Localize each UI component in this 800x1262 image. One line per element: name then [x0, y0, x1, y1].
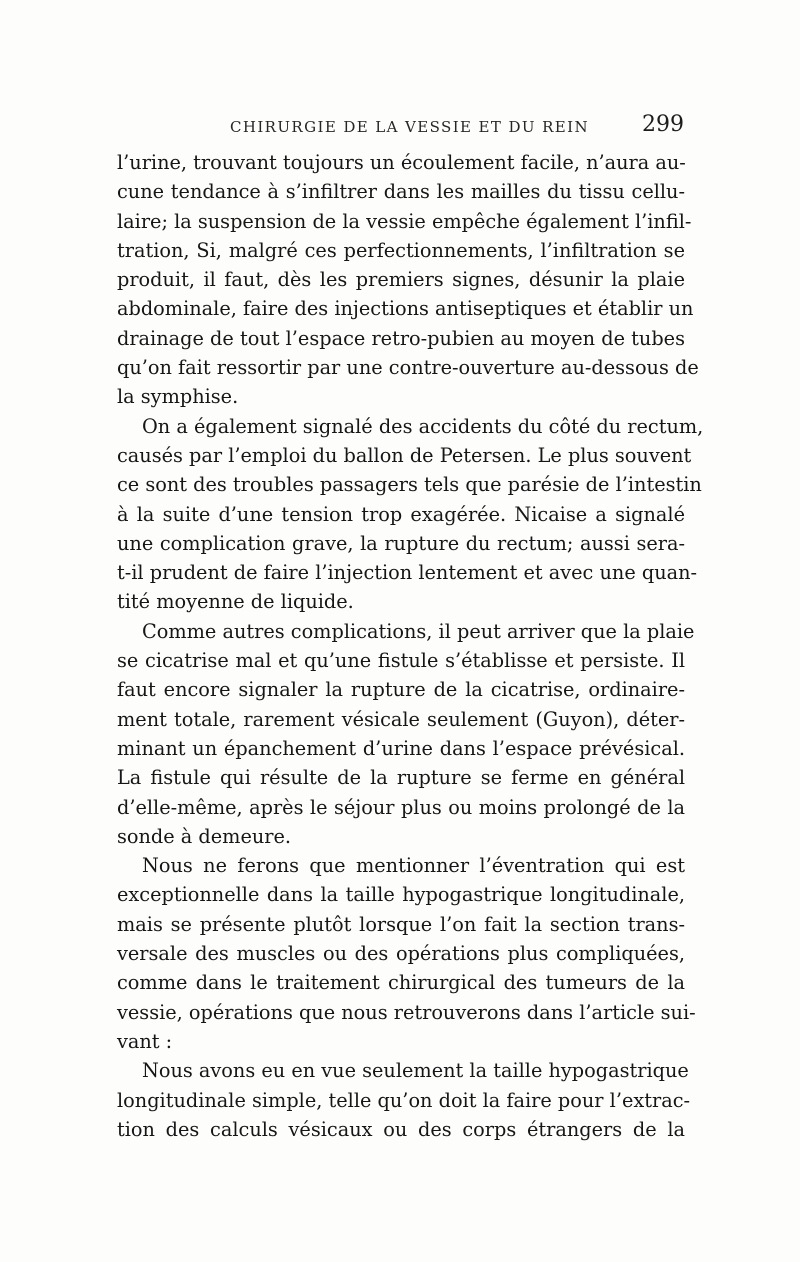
text-line: se cicatrise mal et qu’une fistule s’établisse et persiste. Il	[117, 649, 685, 673]
text-line: cune tendance à s’infiltrer dans les mailles du tissu cellu-	[117, 180, 685, 204]
text-line: Comme autres complications, il peut arriver que la plaie	[142, 619, 695, 643]
text-line: tration, Si, malgré ces perfectionnements, l’infiltration se	[117, 238, 685, 262]
text-line: Nous avons eu en vue seulement la taille hypogastrique	[142, 1059, 689, 1083]
text-line: faut encore signaler la rupture de la cicatrise, ordinaire-	[117, 678, 685, 702]
text-line: ment totale, rarement vésicale seulement (Guyon), déter-	[117, 707, 685, 731]
text-line: La fistule qui résulte de la rupture se ferme en général	[117, 766, 685, 790]
text-line: tion des calculs vésicaux ou des corps étrangers de la	[117, 1117, 685, 1141]
text-line: exceptionnelle dans la taille hypogastrique longitudinale,	[117, 883, 685, 907]
text-line: drainage de tout l’espace retro-pubien au moyen de tubes	[117, 326, 685, 350]
text-line: versale des muscles ou des opérations plus compliquées,	[117, 942, 685, 966]
text-line: t-il prudent de faire l’injection lentement et avec une quan-	[117, 561, 698, 585]
page-number: 299	[642, 112, 684, 137]
text-line: comme dans le traitement chirurgical des tumeurs de la	[117, 971, 685, 995]
text-line: vessie, opérations que nous retrouverons dans l’article sui-	[117, 1000, 696, 1024]
text-line: minant un épanchement d’urine dans l’espace prévésical.	[117, 736, 685, 760]
text-line: la symphise.	[117, 385, 239, 409]
text-line: causés par l’emploi du ballon de Petersen. Le plus souvent	[117, 443, 692, 467]
text-line: une complication grave, la rupture du rectum; aussi sera-	[117, 531, 685, 555]
text-line: ce sont des troubles passagers tels que parésie de l’intestin	[117, 473, 702, 497]
text-line: On a également signalé des accidents du côté du rectum,	[142, 414, 704, 438]
text-line: Nous ne ferons que mentionner l’éventration qui est	[142, 854, 685, 878]
text-line: qu’on fait ressortir par une contre-ouverture au-dessous de	[117, 356, 699, 380]
text-line: produit, il faut, dès les premiers signes, désunir la plaie	[117, 268, 685, 292]
running-head	[118, 112, 684, 144]
text-line: tité moyenne de liquide.	[117, 590, 354, 614]
body-text	[117, 148, 704, 1144]
text-line: mais se présente plutôt lorsque l’on fait la section trans-	[117, 912, 685, 936]
text-line: longitudinale simple, telle qu’on doit la faire pour l’extrac-	[117, 1088, 691, 1112]
running-title: CHIRURGIE DE LA VESSIE ET DU REIN	[230, 118, 590, 136]
text-line: sonde à demeure.	[117, 824, 292, 848]
text-line: abdominale, faire des injections antiseptiques et établir un	[117, 297, 694, 321]
text-line: vant :	[117, 1029, 173, 1053]
text-line: à la suite d’une tension trop exagérée. Nicaise a signalé	[117, 502, 685, 526]
text-line: l’urine, trouvant toujours un écoulement facile, n’aura au-	[117, 151, 686, 174]
text-line: laire; la suspension de la vessie empêche également l’infil-	[117, 209, 692, 233]
text-line: d’elle-même, après le séjour plus ou moins prolongé de la	[117, 795, 685, 819]
